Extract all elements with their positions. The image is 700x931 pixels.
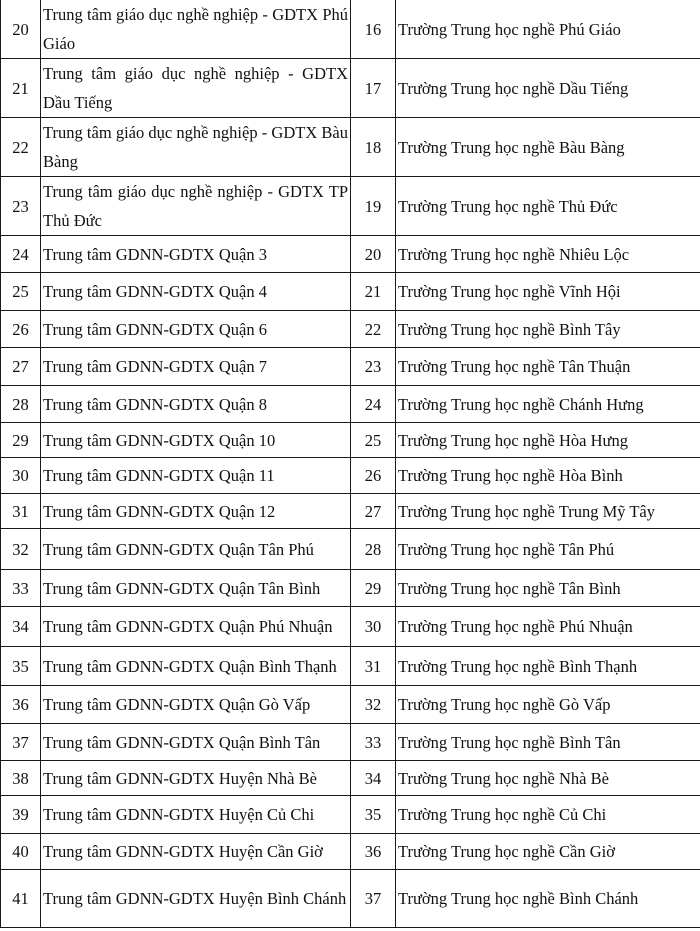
left-center-name-cell: Trung tâm GDNN-GDTX Quận 12 bbox=[41, 494, 351, 529]
right-number-cell: 28 bbox=[351, 529, 396, 570]
table-row bbox=[1, 834, 700, 870]
table-row bbox=[1, 59, 700, 118]
left-number-cell: 27 bbox=[1, 348, 41, 386]
right-number-cell: 35 bbox=[351, 796, 396, 834]
right-school-name-cell: Trường Trung học nghề Gò Vấp bbox=[396, 686, 700, 724]
table-row bbox=[1, 570, 700, 607]
table-row bbox=[1, 386, 700, 423]
left-center-name-cell: Trung tâm giáo dục nghề nghiệp - GDTX TP Thủ Đức bbox=[41, 177, 351, 236]
left-number-cell: 39 bbox=[1, 796, 41, 834]
right-number-cell: 29 bbox=[351, 570, 396, 607]
left-center-name-cell: Trung tâm GDNN-GDTX Quận 11 bbox=[41, 458, 351, 494]
left-center-name-cell: Trung tâm giáo dục nghề nghiệp - GDTX Phú Giáo bbox=[41, 0, 351, 59]
right-school-name-cell: Trường Trung học nghề Phú Giáo bbox=[396, 0, 700, 59]
right-number-cell: 34 bbox=[351, 761, 396, 796]
right-number-cell: 36 bbox=[351, 834, 396, 870]
table-row bbox=[1, 311, 700, 348]
left-center-name-cell: Trung tâm giáo dục nghề nghiệp - GDTX Bàu Bàng bbox=[41, 118, 351, 177]
right-school-name-cell: Trường Trung học nghề Cần Giờ bbox=[396, 834, 700, 870]
table-row bbox=[1, 796, 700, 834]
right-school-name-cell: Trường Trung học nghề Vĩnh Hội bbox=[396, 273, 700, 311]
right-number-cell: 31 bbox=[351, 647, 396, 686]
left-number-cell: 32 bbox=[1, 529, 41, 570]
right-school-name-cell: Trường Trung học nghề Tân Bình bbox=[396, 570, 700, 607]
table-row bbox=[1, 0, 700, 59]
right-number-cell: 21 bbox=[351, 273, 396, 311]
right-school-name-cell: Trường Trung học nghề Chánh Hưng bbox=[396, 386, 700, 423]
left-center-name-cell: Trung tâm GDNN-GDTX Quận Phú Nhuận bbox=[41, 607, 351, 647]
right-number-cell: 27 bbox=[351, 494, 396, 529]
left-center-name-cell: Trung tâm giáo dục nghề nghiệp - GDTX Dầu Tiếng bbox=[41, 59, 351, 118]
table-row bbox=[1, 870, 700, 928]
table-row bbox=[1, 647, 700, 686]
left-center-name-cell: Trung tâm GDNN-GDTX Huyện Nhà Bè bbox=[41, 761, 351, 796]
left-number-cell: 36 bbox=[1, 686, 41, 724]
table-row bbox=[1, 686, 700, 724]
left-number-cell: 23 bbox=[1, 177, 41, 236]
right-number-cell: 25 bbox=[351, 423, 396, 458]
left-number-cell: 33 bbox=[1, 570, 41, 607]
left-number-cell: 26 bbox=[1, 311, 41, 348]
left-center-name-cell: Trung tâm GDNN-GDTX Quận Gò Vấp bbox=[41, 686, 351, 724]
left-center-name-cell: Trung tâm GDNN-GDTX Quận 6 bbox=[41, 311, 351, 348]
table-row bbox=[1, 761, 700, 796]
left-number-cell: 20 bbox=[1, 0, 41, 59]
right-number-cell: 37 bbox=[351, 870, 396, 928]
right-number-cell: 20 bbox=[351, 236, 396, 273]
table-row bbox=[1, 177, 700, 236]
right-school-name-cell: Trường Trung học nghề Tân Phú bbox=[396, 529, 700, 570]
right-number-cell: 24 bbox=[351, 386, 396, 423]
left-number-cell: 22 bbox=[1, 118, 41, 177]
left-number-cell: 25 bbox=[1, 273, 41, 311]
right-school-name-cell: Trường Trung học nghề Củ Chi bbox=[396, 796, 700, 834]
left-number-cell: 41 bbox=[1, 870, 41, 928]
left-number-cell: 21 bbox=[1, 59, 41, 118]
left-number-cell: 28 bbox=[1, 386, 41, 423]
left-center-name-cell: Trung tâm GDNN-GDTX Quận 3 bbox=[41, 236, 351, 273]
right-school-name-cell: Trường Trung học nghề Thủ Đức bbox=[396, 177, 700, 236]
right-school-name-cell: Trường Trung học nghề Tân Thuận bbox=[396, 348, 700, 386]
left-number-cell: 38 bbox=[1, 761, 41, 796]
right-school-name-cell: Trường Trung học nghề Bình Tây bbox=[396, 311, 700, 348]
right-school-name-cell: Trường Trung học nghề Nhà Bè bbox=[396, 761, 700, 796]
right-number-cell: 26 bbox=[351, 458, 396, 494]
right-number-cell: 32 bbox=[351, 686, 396, 724]
left-number-cell: 35 bbox=[1, 647, 41, 686]
table-row bbox=[1, 236, 700, 273]
right-school-name-cell: Trường Trung học nghề Bàu Bàng bbox=[396, 118, 700, 177]
table-row bbox=[1, 118, 700, 177]
left-number-cell: 37 bbox=[1, 724, 41, 761]
right-school-name-cell: Trường Trung học nghề Bình Chánh bbox=[396, 870, 700, 928]
right-number-cell: 22 bbox=[351, 311, 396, 348]
left-number-cell: 34 bbox=[1, 607, 41, 647]
right-school-name-cell: Trường Trung học nghề Nhiêu Lộc bbox=[396, 236, 700, 273]
right-school-name-cell: Trường Trung học nghề Bình Thạnh bbox=[396, 647, 700, 686]
right-school-name-cell: Trường Trung học nghề Dầu Tiếng bbox=[396, 59, 700, 118]
table-row bbox=[1, 273, 700, 311]
left-number-cell: 40 bbox=[1, 834, 41, 870]
table-row bbox=[1, 607, 700, 647]
left-center-name-cell: Trung tâm GDNN-GDTX Quận Tân Phú bbox=[41, 529, 351, 570]
table-row bbox=[1, 348, 700, 386]
left-center-name-cell: Trung tâm GDNN-GDTX Huyện Cần Giờ bbox=[41, 834, 351, 870]
right-number-cell: 23 bbox=[351, 348, 396, 386]
left-center-name-cell: Trung tâm GDNN-GDTX Quận 8 bbox=[41, 386, 351, 423]
table-body bbox=[1, 0, 700, 928]
right-number-cell: 17 bbox=[351, 59, 396, 118]
left-number-cell: 31 bbox=[1, 494, 41, 529]
right-number-cell: 18 bbox=[351, 118, 396, 177]
left-number-cell: 30 bbox=[1, 458, 41, 494]
left-center-name-cell: Trung tâm GDNN-GDTX Quận Bình Tân bbox=[41, 724, 351, 761]
left-center-name-cell: Trung tâm GDNN-GDTX Quận 7 bbox=[41, 348, 351, 386]
right-number-cell: 33 bbox=[351, 724, 396, 761]
right-school-name-cell: Trường Trung học nghề Hòa Bình bbox=[396, 458, 700, 494]
left-center-name-cell: Trung tâm GDNN-GDTX Quận 4 bbox=[41, 273, 351, 311]
left-number-cell: 29 bbox=[1, 423, 41, 458]
left-center-name-cell: Trung tâm GDNN-GDTX Huyện Bình Chánh bbox=[41, 870, 351, 928]
right-school-name-cell: Trường Trung học nghề Phú Nhuận bbox=[396, 607, 700, 647]
table-row bbox=[1, 494, 700, 529]
right-school-name-cell: Trường Trung học nghề Bình Tân bbox=[396, 724, 700, 761]
left-center-name-cell: Trung tâm GDNN-GDTX Quận Bình Thạnh bbox=[41, 647, 351, 686]
right-school-name-cell: Trường Trung học nghề Hòa Hưng bbox=[396, 423, 700, 458]
left-center-name-cell: Trung tâm GDNN-GDTX Huyện Củ Chi bbox=[41, 796, 351, 834]
right-school-name-cell: Trường Trung học nghề Trung Mỹ Tây bbox=[396, 494, 700, 529]
right-number-cell: 19 bbox=[351, 177, 396, 236]
left-center-name-cell: Trung tâm GDNN-GDTX Quận 10 bbox=[41, 423, 351, 458]
table-row bbox=[1, 458, 700, 494]
right-number-cell: 30 bbox=[351, 607, 396, 647]
table-row bbox=[1, 423, 700, 458]
table-row bbox=[1, 724, 700, 761]
table-row bbox=[1, 529, 700, 570]
left-center-name-cell: Trung tâm GDNN-GDTX Quận Tân Bình bbox=[41, 570, 351, 607]
left-number-cell: 24 bbox=[1, 236, 41, 273]
right-number-cell: 16 bbox=[351, 0, 396, 59]
